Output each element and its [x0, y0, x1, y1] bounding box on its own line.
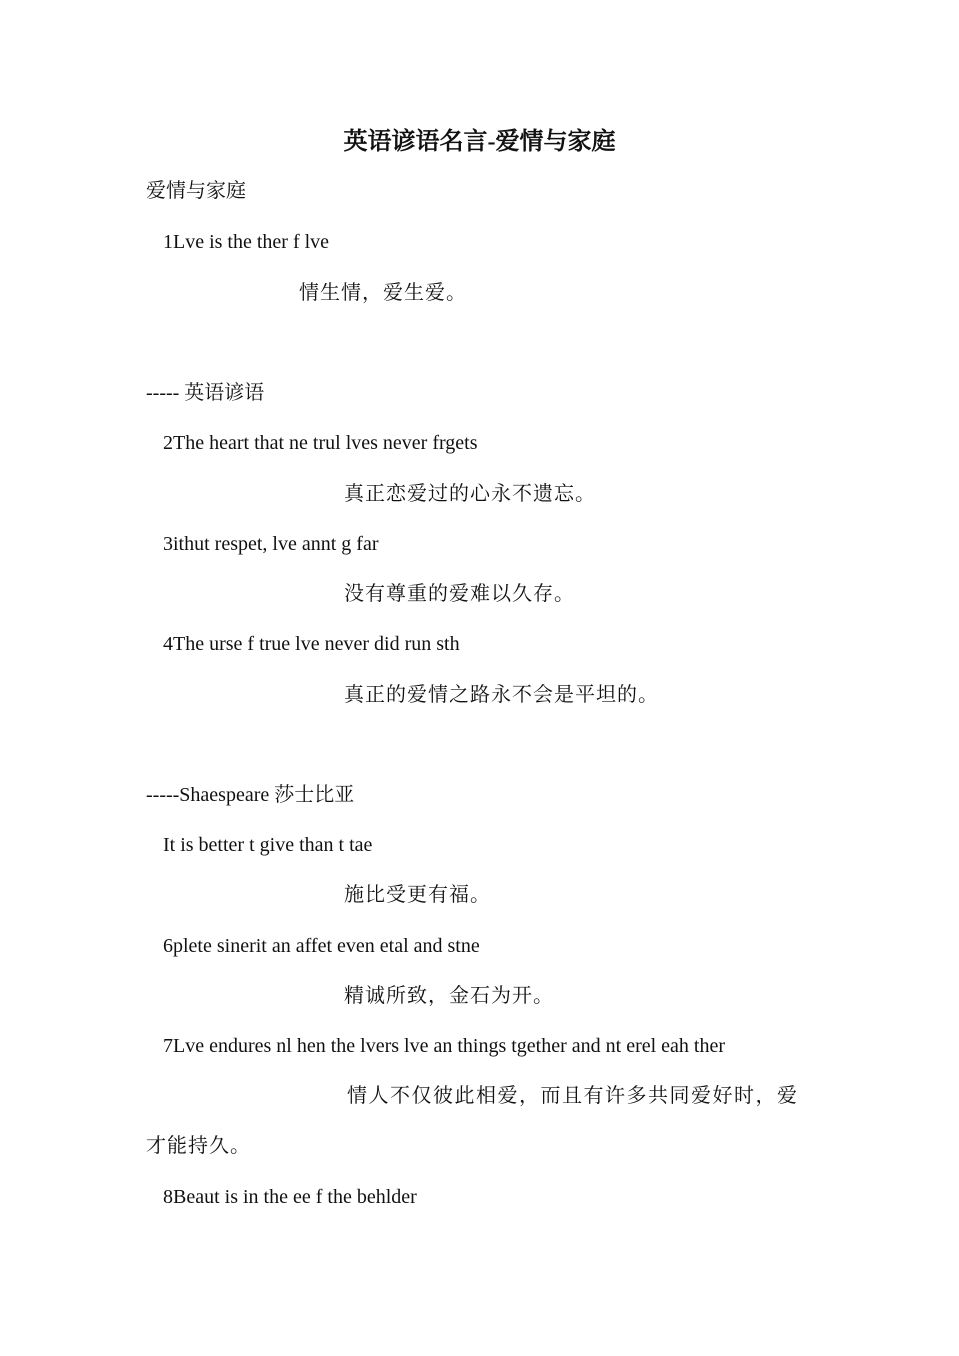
proverb-chinese: 精诚所致，金石为开。 — [344, 985, 554, 1007]
proverb-chinese: 真正的爱情之路永不会是平坦的。 — [344, 684, 659, 706]
attribution: -----Shaespeare 莎士比亚 — [146, 784, 355, 806]
proverb-chinese: 真正恋爱过的心永不遗忘。 — [344, 483, 596, 505]
proverb-chinese: 情生情，爱生爱。 — [299, 282, 467, 304]
proverb-english: 6plete sinerit an affet even etal and stne — [163, 935, 480, 957]
proverb-english: 2The heart that ne trul lves never frgets — [163, 432, 478, 454]
proverb-english: 7Lve endures nl hen the lvers lve an things tgether and nt erel eah ther — [163, 1035, 726, 1057]
attribution: ----- 英语谚语 — [146, 382, 265, 404]
proverb-chinese: 情人不仅彼此相爱，而且有许多共同爱好时，爱 — [347, 1085, 799, 1107]
proverb-english: 8Beaut is in the ee f the behlder — [163, 1186, 417, 1208]
proverb-chinese-continued: 才能持久。 — [146, 1135, 251, 1157]
proverb-english: 1Lve is the ther f lve — [163, 231, 330, 253]
proverb-english: It is better t give than t tae — [163, 834, 373, 856]
document-title: 英语谚语名言-爱情与家庭 — [343, 129, 616, 155]
section-heading: 爱情与家庭 — [146, 180, 246, 202]
proverb-chinese: 没有尊重的爱难以久存。 — [344, 583, 575, 605]
proverb-chinese: 施比受更有福。 — [344, 884, 491, 906]
proverb-english: 4The urse f true lve never did run sth — [163, 633, 460, 655]
proverb-english: 3ithut respet, lve annt g far — [163, 533, 379, 555]
